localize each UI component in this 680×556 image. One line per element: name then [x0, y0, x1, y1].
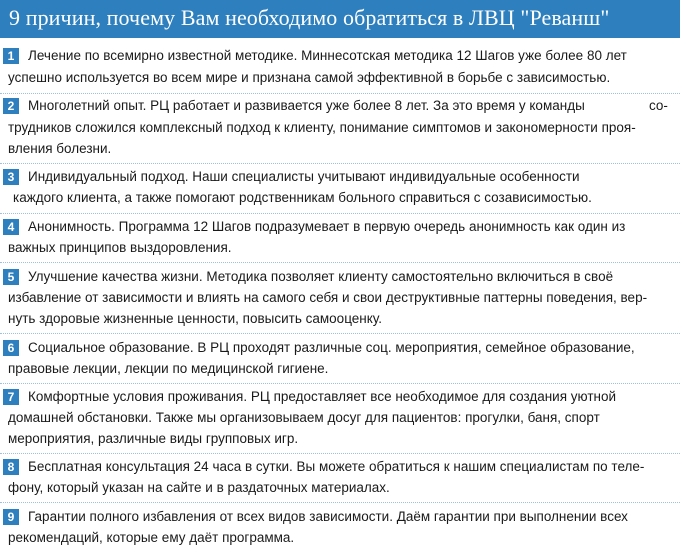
item-number-badge: 9: [3, 509, 19, 525]
item-text-line: Индивидуальный подход. Наши специалисты учитывают индивидуальные особенности: [28, 169, 580, 184]
divider: [0, 93, 680, 94]
divider: [0, 383, 680, 384]
item-text-line: домашней обстановки. Также мы организовываем досуг для пациентов: прогулки, баня, спорт: [8, 410, 600, 425]
item-text-line: успешно используется во всем мире и признана самой эффективной в борьбе с зависимостью.: [8, 70, 611, 85]
item-text-line: важных принципов выздоровления.: [8, 240, 232, 255]
item-number-badge: 2: [3, 98, 19, 114]
divider: [0, 502, 680, 503]
item-number-badge: 8: [3, 459, 19, 475]
item-text-line: правовые лекции, лекции по медицинской гигиене.: [8, 361, 329, 376]
page-title: 9 причин, почему Вам необходимо обратиться в ЛВЦ "Реванш": [9, 5, 610, 30]
item-text-line: Многолетний опыт. РЦ работает и развивается уже более 8 лет. За это время у команды: [28, 98, 585, 113]
item-text-line: Гарантии полного избавления от всех видов зависимости. Даём гарантии при выполнении всех: [28, 509, 628, 524]
item-text-line: фону, который указан на сайте и в раздаточных материалах.: [8, 480, 390, 495]
divider: [0, 213, 680, 214]
item-text-line: Бесплатная консультация 24 часа в сутки. Вы можете обратиться к нашим специалистам по теле-: [28, 459, 645, 474]
item-text-line: трудников сложился комплексный подход к клиенту, понимание симптомов и закономерности проя-: [8, 120, 636, 135]
item-text-line: со-: [649, 98, 668, 113]
item-text-line: каждого клиента, а также помогают родственникам больного справиться с созависимостью.: [13, 190, 592, 205]
item-text-line: Улучшение качества жизни. Методика позволяет клиенту самостоятельно включиться в своё: [28, 269, 614, 284]
item-number-badge: 1: [3, 48, 19, 64]
item-number-badge: 7: [3, 389, 19, 405]
item-text-line: избавление от зависимости и влиять на самого себя и свои деструктивные паттерны поведения, вер-: [8, 290, 648, 305]
divider: [0, 333, 680, 334]
divider: [0, 453, 680, 454]
item-text-line: рекомендаций, которые ему даёт программа.: [8, 530, 295, 545]
item-number-badge: 6: [3, 340, 19, 356]
item-text-line: Комфортные условия проживания. РЦ предоставляет все необходимое для создания уютной: [28, 389, 617, 404]
item-number-badge: 3: [3, 169, 19, 185]
item-text-line: Анонимность. Программа 12 Шагов подразумевает в первую очередь анонимность как один из: [28, 219, 626, 234]
item-text-line: мероприятия, различные виды групповых игр.: [8, 431, 299, 446]
divider: [0, 262, 680, 263]
item-text-line: вления болезни.: [8, 141, 112, 156]
divider: [0, 163, 680, 164]
item-number-badge: 5: [3, 269, 19, 285]
title-bar: [0, 0, 680, 38]
item-text-line: нуть здоровые жизненные ценности, повысить самооценку.: [8, 311, 382, 326]
item-number-badge: 4: [3, 219, 19, 235]
item-text-line: Лечение по всемирно известной методике. Миннесотская методика 12 Шагов уже более 80 лет: [28, 48, 627, 63]
item-text-line: Социальное образование. В РЦ проходят различные соц. мероприятия, семейное образование,: [28, 340, 635, 355]
